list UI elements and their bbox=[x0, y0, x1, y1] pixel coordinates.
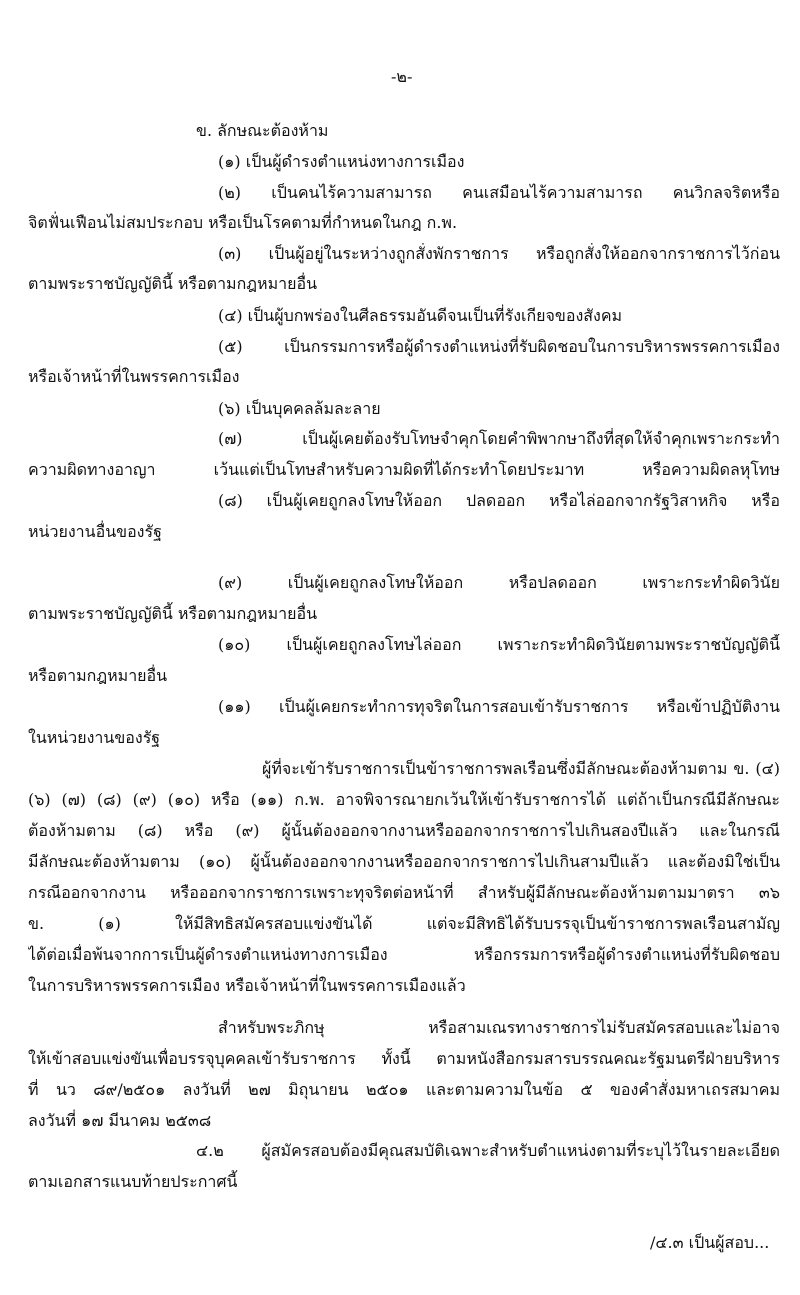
monk-paragraph-line-1: สำหรับพระภิกษุ หรือสามเณรทางราชการไม่รับสมัครสอบและไม่อาจ bbox=[218, 1018, 780, 1037]
item-3-line-1: (๓) เป็นผู้อยู่ในระหว่างถูกสั่งพักราชการ หรือถูกสั่งให้ออกจากราชการไว้ก่อน bbox=[218, 244, 780, 263]
item-6: (๖) เป็นบุคคลล้มละลาย bbox=[218, 399, 381, 418]
item-8-line-1: (๘) เป็นผู้เคยถูกลงโทษให้ออก ปลดออก หรือไล่ออกจากรัฐวิสาหกิจ หรือ bbox=[218, 491, 780, 510]
item-7-line-1: (๗) เป็นผู้เคยต้องรับโทษจำคุกโดยคำพิพากษาถึงที่สุดให้จำคุกเพราะกระทำ bbox=[218, 429, 780, 448]
item-10-line-1: (๑๐) เป็นผู้เคยถูกลงโทษไล่ออก เพราะกระทำผิดวินัยตามพระราชบัญญัตินี้ bbox=[218, 635, 780, 654]
section-4-2-line-1: ๔.๒ ผู้สมัครสอบต้องมีคุณสมบัติเฉพาะสำหรับตำแหน่งตามที่ระบุไว้ในรายละเอียด bbox=[196, 1141, 780, 1160]
section-4-2-line-2: ตามเอกสารแนบท้ายประกาศนี้ bbox=[28, 1172, 238, 1191]
item-4: (๔) เป็นผู้บกพร่องในศีลธรรมอันดีจนเป็นที่รังเกียจของสังคม bbox=[218, 306, 623, 325]
section-heading-prohibited-characteristics: ข. ลักษณะต้องห้าม bbox=[196, 121, 329, 140]
item-1: (๑) เป็นผู้ดำรงตำแหน่งทางการเมือง bbox=[218, 152, 465, 171]
continuation-marker: /๔.๓ เป็นผู้สอบ... bbox=[650, 1233, 770, 1252]
exemption-paragraph-line-7: ได้ต่อเมื่อพ้นจากการเป็นผู้ดำรงตำแหน่งทางการเมือง หรือกรรมการหรือผู้ดำรงตำแหน่งที่รับผิดชอบ bbox=[28, 945, 780, 964]
monk-paragraph-line-4: ลงวันที่ ๑๗ มีนาคม ๒๕๓๘ bbox=[28, 1111, 212, 1130]
item-11-line-1: (๑๑) เป็นผู้เคยกระทำการทุจริตในการสอบเข้ารับราชการ หรือเข้าปฏิบัติงาน bbox=[218, 697, 780, 716]
item-2-line-1: (๒) เป็นคนไร้ความสามารถ คนเสมือนไร้ความสามารถ คนวิกลจริตหรือ bbox=[218, 183, 780, 202]
item-10-line-2: หรือตามกฎหมายอื่น bbox=[28, 666, 168, 685]
exemption-paragraph-line-6: ข. (๑) ให้มีสิทธิสมัครสอบแข่งขันได้ แต่จะมีสิทธิได้รับบรรจุเป็นข้าราชการพลเรือนสามัญ bbox=[28, 914, 780, 933]
exemption-paragraph-line-1: ผู้ที่จะเข้ารับราชการเป็นข้าราชการพลเรือนซึ่งมีลักษณะต้องห้ามตาม ข. (๔) bbox=[262, 759, 780, 778]
page-number: -๒- bbox=[391, 67, 413, 86]
item-8-line-2: หน่วยงานอื่นของรัฐ bbox=[28, 522, 162, 541]
item-9-line-2: ตามพระราชบัญญัตินี้ หรือตามกฎหมายอื่น bbox=[28, 604, 318, 623]
exemption-paragraph-line-3: ต้องห้ามตาม (๘) หรือ (๙) ผู้นั้นต้องออกจากงานหรือออกจากราชการไปเกินสองปีแล้ว และในกรณี bbox=[28, 821, 780, 840]
item-2-line-2: จิตฟั่นเฟือนไม่สมประกอบ หรือเป็นโรคตามที่กำหนดในกฎ ก.พ. bbox=[28, 213, 458, 232]
item-5-line-2: หรือเจ้าหน้าที่ในพรรคการเมือง bbox=[28, 367, 240, 386]
exemption-paragraph-line-4: มีลักษณะต้องห้ามตาม (๑๐) ผู้นั้นต้องออกจากงานหรือออกจากราชการไปเกินสามปีแล้ว และต้องมิใช่เป็น bbox=[28, 852, 780, 871]
item-9-line-1: (๙) เป็นผู้เคยถูกลงโทษให้ออก หรือปลดออก เพราะกระทำผิดวินัย bbox=[218, 573, 780, 592]
exemption-paragraph-line-2: (๖) (๗) (๘) (๙) (๑๐) หรือ (๑๑) ก.พ. อาจพิจารณายกเว้นให้เข้ารับราชการได้ แต่ถ้าเป็นกรณีมีลักษณะ bbox=[28, 790, 780, 809]
item-11-line-2: ในหน่วยงานของรัฐ bbox=[28, 728, 161, 747]
item-5-line-1: (๕) เป็นกรรมการหรือผู้ดำรงตำแหน่งที่รับผิดชอบในการบริหารพรรคการเมือง bbox=[218, 337, 780, 356]
monk-paragraph-line-2: ให้เข้าสอบแข่งขันเพื่อบรรจุบุคคลเข้ารับราชการ ทั้งนี้ ตามหนังสือกรมสารบรรณคณะรัฐมนตรีฝ่ายบริหาร bbox=[28, 1049, 780, 1068]
exemption-paragraph-line-5: กรณีออกจากงาน หรือออกจากราชการเพราะทุจริตต่อหน้าที่ สำหรับผู้มีลักษณะต้องห้ามตามมาตรา ๓๖ bbox=[28, 883, 780, 902]
item-7-line-2: ความผิดทางอาญา เว้นแต่เป็นโทษสำหรับความผิดที่ได้กระทำโดยประมาท หรือความผิดลหุโทษ bbox=[28, 460, 780, 479]
exemption-paragraph-line-8: ในการบริหารพรรคการเมือง หรือเจ้าหน้าที่ในพรรคการเมืองแล้ว bbox=[28, 976, 466, 995]
monk-paragraph-line-3: ที่ นว ๘๙/๒๕๐๑ ลงวันที่ ๒๗ มิถุนายน ๒๕๐๑ และตามความในข้อ ๕ ของคำสั่งมหาเถรสมาคม bbox=[28, 1080, 780, 1099]
item-3-line-2: ตามพระราชบัญญัตินี้ หรือตามกฎหมายอื่น bbox=[28, 274, 318, 293]
